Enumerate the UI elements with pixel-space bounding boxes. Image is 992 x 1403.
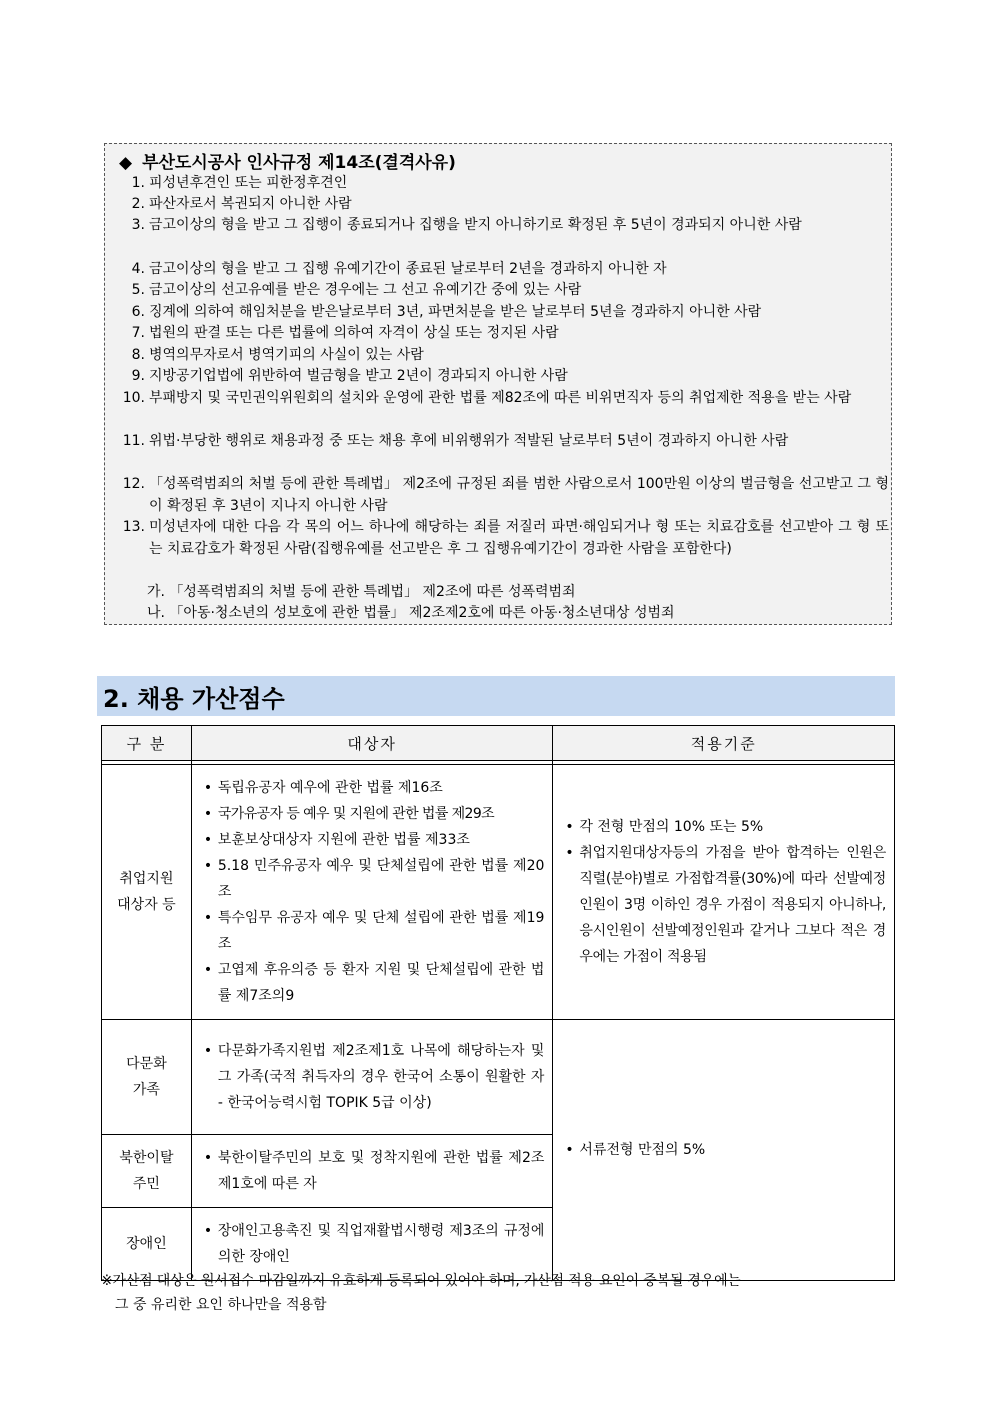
item-text: 금고이상의 선고유예를 받은 경우에는 그 선고 유예기간 중에 있는 사람 [149,282,582,298]
bonus-points-table [101,725,895,1281]
target-text: 국가유공자 등 예우 및 지원에 관한 법률 제29조 [217,806,495,822]
criteria-cell [553,765,895,1020]
item-number: 2. [131,196,145,212]
shared-criteria-cell [553,1020,895,1281]
sub-item: 가. 「성폭력범죄의 처벌 등에 관한 특례법」 제2조에 따른 성폭력범죄 [147,584,576,600]
item-text: 지방공기업법에 위반하여 벌금형을 받고 2년이 경과되지 아니한 사람 [149,368,568,384]
item-text: 부패방지 및 국민권익위원회의 설치와 운영에 관한 법률 제82조에 따른 비위면직자 등의 취업제한 적용을 받는 사람 [149,390,852,406]
box-title-text: 부산도시공사 인사규정 제14조(결격사유) [142,153,456,173]
box-title [119,148,456,173]
category-label: 취업지원 [119,871,174,887]
list-item [565,814,886,840]
item-number: 11. [122,433,145,449]
target-text: 특수임무 유공자 예우 및 단체 설립에 관한 법률 제19조 [217,910,545,952]
item-text: 미성년자에 대한 다음 각 목의 어느 하나에 해당하는 죄를 저질러 파면·해임되거나 형 또는 치료감호를 선고받아 그 형 또는 치료감호가 확정된 사람(집행유예를 선고받은 후 그 집행유예기간이 경과한 사람을 포함한다) [149,519,889,557]
criteria-text: 서류전형 만점의 5% [579,1142,706,1158]
bullet: • [203,780,213,796]
category-cell [102,1020,192,1135]
bullet: • [203,962,213,978]
item-number: 6. [131,304,145,320]
list-item [565,1137,886,1163]
list-item [204,1218,545,1270]
item-number: 1. [131,175,145,191]
item-number: 9. [131,368,145,384]
item-text: 금고이상의 형을 받고 그 집행이 종료되거나 집행을 받지 아니하기로 확정된 후 5년이 경과되지 아니한 사람 [149,217,802,233]
criteria-text: 각 전형 만점의 10% 또는 5% [579,819,764,835]
targets-cell [191,1135,553,1208]
category-label: 북한이탈 [119,1150,174,1166]
target-text: 독립유공자 예우에 관한 법률 제16조 [217,780,443,796]
bullet: • [203,858,213,874]
bullet: • [203,1150,213,1166]
bullet: • [203,832,213,848]
section-title: 2. 채용 가산점수 [103,685,285,713]
item-text: 「성폭력범죄의 처벌 등에 관한 특례법」 제2조에 규정된 죄를 범한 사람으로서 100만원 이상의 벌금형을 선고받고 그 형이 확정된 후 3년이 지나지 아니한 사람 [149,476,889,514]
footnote-line: ※가산점 대상은 원서접수 마감일까지 유효하게 등록되어 있어야 하며, 가산점 적용 요인이 중복될 경우에는 [101,1273,741,1289]
category-label: 가족 [132,1082,160,1098]
list-item [565,840,886,970]
category-cell [102,1135,192,1208]
column-header: 대상자 [191,726,553,761]
section-header [97,676,895,716]
targets-cell [191,1020,553,1135]
table-row [102,1020,895,1135]
table-header-row [102,726,895,761]
target-text: 보훈보상대상자 지원에 관한 법률 제33조 [217,832,470,848]
list-item [204,905,545,957]
column-header: 구 분 [102,726,192,761]
item-number: 5. [131,282,145,298]
targets-cell [191,765,553,1020]
bullet: • [565,845,574,861]
item-number: 4. [131,261,145,277]
list-item [204,827,545,853]
sub-item: 나. 「아동·청소년의 성보호에 관한 법률」 제2조제2호에 따른 아동·청소년대상 성범죄 [147,605,675,621]
footnote [101,1269,895,1317]
category-label: 대상자 등 [117,897,176,913]
diamond-icon: ◆ [119,153,133,173]
target-text: 다문화가족지원법 제2조제1호 나목에 해당하는자 및 그 가족(국적 취득자의 경우 한국어 소통이 원활한 자 - 한국어능력시험 TOPIK 5급 이상) [217,1043,545,1111]
bullet: • [203,806,213,822]
item-text: 위법·부당한 행위로 채용과정 중 또는 채용 후에 비위행위가 적발된 날로부터 5년이 경과하지 아니한 사람 [149,433,789,449]
category-label: 장애인 [126,1236,167,1252]
category-label: 주민 [132,1176,160,1192]
bullet: • [203,1043,213,1059]
list-item [204,1038,545,1116]
bullet: • [203,910,213,926]
item-text: 피성년후견인 또는 피한정후견인 [149,175,348,191]
target-text: 5.18 민주유공자 예우 및 단체설립에 관한 법률 제20조 [217,858,545,900]
item-text: 징계에 의하여 해임처분을 받은날로부터 3년, 파면처분을 받은 날로부터 5년을 경과하지 아니한 사람 [149,304,762,320]
table-row [102,765,895,1020]
item-text: 파산자로서 복권되지 아니한 사람 [149,196,352,212]
item-text: 금고이상의 형을 받고 그 집행 유예기간이 종료된 날로부터 2년을 경과하지 아니한 자 [149,261,667,277]
target-text: 북한이탈주민의 보호 및 정착지원에 관한 법률 제2조제1호에 따른 자 [217,1150,545,1192]
list-item [204,853,545,905]
item-number: 8. [131,347,145,363]
item-text: 병역의무자로서 병역기피의 사실이 있는 사람 [149,347,424,363]
item-number: 13. [122,519,145,535]
bullet: • [565,819,574,835]
category-cell [102,765,192,1020]
list-item [204,1145,545,1197]
bullet: • [565,1142,574,1158]
target-text: 고엽제 후유의증 등 환자 지원 및 단체설립에 관한 법률 제7조의9 [217,962,545,1004]
footnote-line: 그 중 유리한 요인 하나만을 적용함 [115,1297,327,1313]
list-item [204,775,545,801]
category-label: 다문화 [126,1056,167,1072]
column-header: 적용기준 [553,726,895,761]
criteria-text: 취업지원대상자등의 가점을 받아 합격하는 인원은 직렬(분야)별로 가점합격률(30%)에 따라 선발예정인원이 3명 이하인 경우 가점이 적용되지 아니하나, 응시인원이 선발예정인원과 같거나 그보다 적은 경우에는 가점이 적용됨 [579,845,886,965]
item-number: 7. [131,325,145,341]
item-number: 10. [122,390,145,406]
list-item [204,957,545,1009]
list-item [204,801,545,827]
bullet: • [203,1223,213,1239]
item-number: 3. [131,217,145,233]
item-text: 법원의 판결 또는 다른 법률에 의하여 자격이 상실 또는 정지된 사람 [149,325,559,341]
item-number: 12. [122,476,145,492]
target-text: 장애인고용촉진 및 직업재활법시행령 제3조의 규정에 의한 장애인 [217,1223,545,1265]
disqualification-box [104,143,892,625]
